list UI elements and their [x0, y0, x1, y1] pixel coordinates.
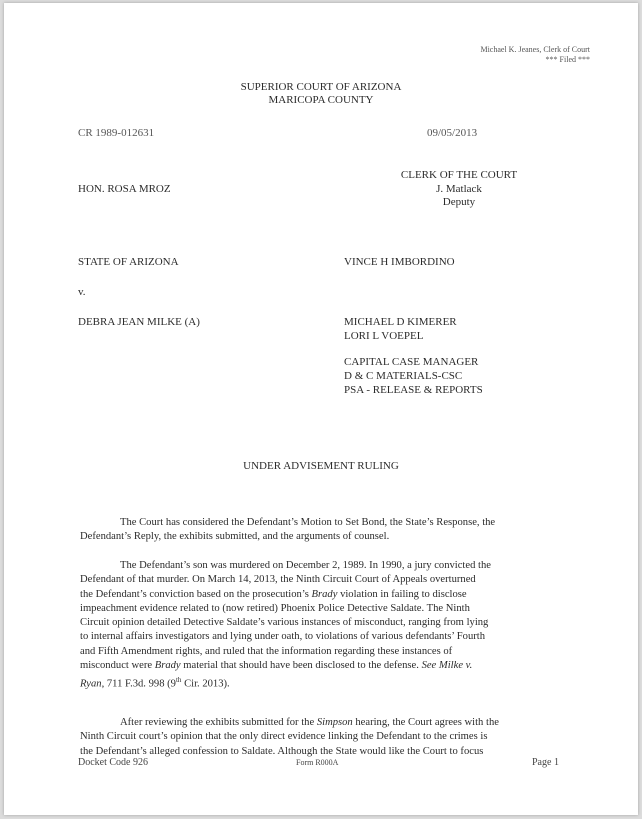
distribution-item: PSA - RELEASE & REPORTS [344, 384, 483, 396]
paragraph-line: Ninth Circuit court’s opinion that the only direct evidence linking the Defendant to the crimes is [80, 731, 488, 743]
defendant: DEBRA JEAN MILKE (A) [78, 316, 200, 328]
text-run: violation in failing to disclose [337, 588, 467, 600]
brady-term: Brady [311, 588, 338, 600]
ruling-title: UNDER ADVISEMENT RULING [243, 460, 399, 472]
document-page [4, 3, 638, 815]
clerk-block [384, 169, 534, 210]
docket-code: Docket Code 926 [78, 757, 148, 768]
case-date: 09/05/2013 [427, 127, 478, 139]
defendant-counsel-1: MICHAEL D KIMERER [344, 316, 457, 328]
distribution-list [344, 355, 483, 397]
plaintiff: STATE OF ARIZONA [78, 256, 179, 268]
paragraph-line: and Fifth Amendment rights, and ruled that the information regarding these instances of [80, 645, 453, 657]
paragraph-line: to internal affairs investigators and lying under oath, to violations of various defendants’ Fourth [80, 631, 486, 643]
clerk-role: Deputy [442, 196, 476, 208]
paragraph-line: Defendant’s Reply, the exhibits submitted, and the arguments of counsel. [80, 531, 390, 543]
form-number: Form R000A [296, 758, 339, 767]
paragraph-line [80, 588, 568, 602]
paragraph-review [80, 716, 568, 759]
court-heading [4, 81, 638, 107]
judge-name: HON. ROSA MROZ [78, 183, 171, 195]
clerk-title: CLERK OF THE COURT [400, 169, 518, 181]
ordinal-suffix: th [175, 676, 182, 685]
paragraph-line: Defendant of that murder. On March 14, 2013, the Ninth Circuit Court of Appeals overturned [80, 574, 476, 586]
clerk-line: Michael K. Jeanes, Clerk of Court [480, 45, 590, 54]
clerk-of-court-stamp [480, 45, 590, 65]
paragraph-line: The Defendant’s son was murdered on December 2, 1989. In 1990, a jury convicted the [120, 560, 491, 571]
page-number: Page 1 [532, 757, 559, 768]
brady-term: Brady [154, 660, 181, 672]
paragraph-line [80, 716, 568, 730]
paragraph-line: impeachment evidence related to (now retired) Phoenix Police Detective Saldate. The Ninth [80, 602, 470, 614]
paragraph-line: the Defendant’s alleged confession to Saldate. Although the State would like the Court to focus [80, 745, 484, 757]
paragraph-line: The Court has considered the Defendant’s Motion to Set Bond, the State’s Response, the [120, 517, 496, 528]
filed-line: *** Filed *** [545, 55, 590, 64]
text-run: , 711 F.3d. 998 (9 [101, 678, 176, 690]
plaintiff-counsel: VINCE H IMBORDINO [344, 256, 455, 268]
text-run: material that should have been disclosed to the defense. [180, 660, 422, 672]
versus: v. [78, 286, 86, 298]
paragraph-line [80, 673, 568, 692]
text-run: misconduct were [80, 660, 155, 672]
court-name: SUPERIOR COURT OF ARIZONA [240, 81, 402, 93]
text-run: hearing, the Court agrees with the [352, 717, 499, 728]
simpson-term: Simpson [316, 717, 353, 728]
paragraph-line [80, 659, 568, 673]
text-run: Cir. 2013). [181, 678, 230, 690]
text-run: the Defendant’s conviction based on the prosecution’s [80, 588, 312, 600]
case-citation: See Milke v. [421, 660, 473, 672]
case-name: Ryan [80, 678, 102, 690]
clerk-name: J. Matlack [436, 182, 482, 195]
distribution-item: CAPITAL CASE MANAGER [344, 356, 479, 368]
paragraph-background [80, 559, 568, 692]
county-name: MARICOPA COUNTY [268, 94, 374, 106]
paragraph-line: Circuit opinion detailed Detective Saldate’s various instances of misconduct, ranging from lying [80, 617, 489, 629]
text-run: After reviewing the exhibits submitted for the [120, 717, 317, 728]
case-number: CR 1989-012631 [78, 127, 155, 139]
defendant-counsel [344, 316, 457, 343]
distribution-item: D & C MATERIALS-CSC [344, 370, 463, 382]
paragraph-motion [80, 516, 568, 545]
defendant-counsel-2: LORI L VOEPEL [344, 329, 424, 342]
